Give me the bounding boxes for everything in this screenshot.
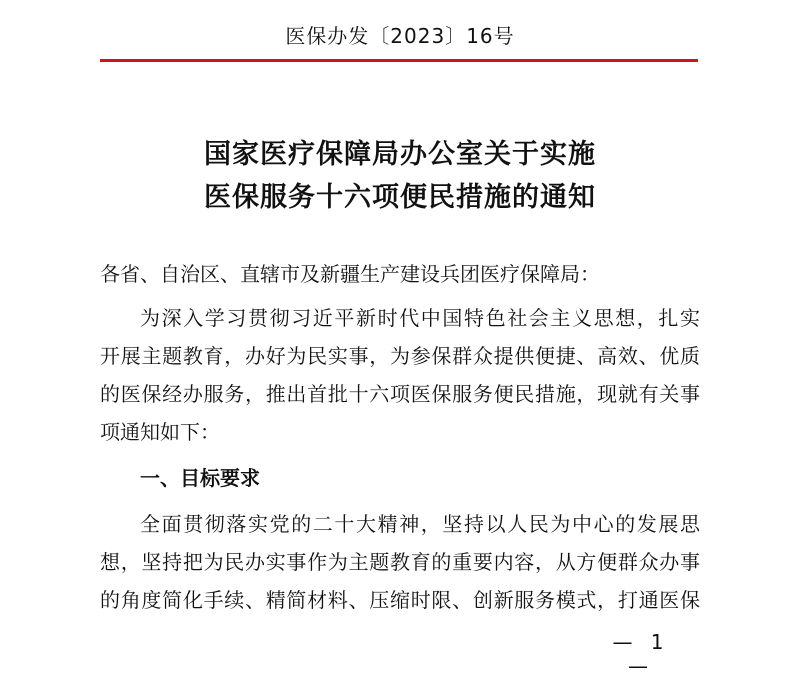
paragraph-1-line-4: 项通知如下： [100,420,220,444]
title-line-2: 医保服务十六项便民措施的通知 [204,182,596,213]
section-1-heading: 一、目标要求 [140,466,260,490]
red-header-rule [100,59,698,62]
paragraph-2-line-2: 想，坚持把为民办实事作为主题教育的重要内容，从方便群众办事 [100,550,700,574]
document-number: 医保办发〔2023〕16号 [285,24,515,48]
paragraph-2-line-3: 的角度简化手续、精简材料、压缩时限、创新服务模式，打通医保 [100,588,700,612]
paragraph-2-line-1: 全面贯彻落实党的二十大精神，坚持以人民为中心的发展思 [140,512,700,536]
title-line-1: 国家医疗保障局办公室关于实施 [204,139,596,170]
paragraph-1-line-3: 的医保经办服务，推出首批十六项医保服务便民措施，现就有关事 [100,382,700,406]
salutation: 各省、自治区、直辖市及新疆生产建设兵团医疗保障局： [100,262,600,286]
page-number: — 1 — [612,630,670,678]
paragraph-1-line-2: 开展主题教育，办好为民实事，为参保群众提供便捷、高效、优质 [100,344,700,368]
paragraph-1-line-1: 为深入学习贯彻习近平新时代中国特色社会主义思想，扎实 [140,306,700,330]
